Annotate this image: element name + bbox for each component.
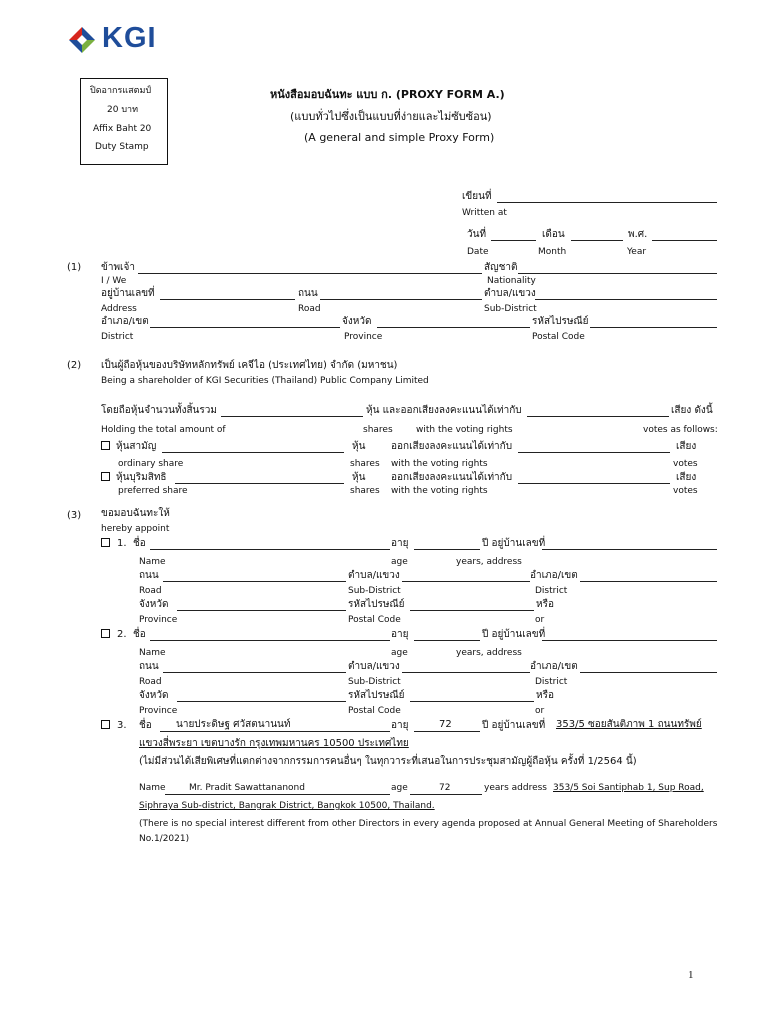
iwe-label-th: ข้าพเจ้า: [101, 262, 135, 273]
appoint-label-en: hereby appoint: [101, 524, 170, 534]
subdistrict-label-en: Sub-District: [484, 304, 537, 314]
month-label-th: เดือน: [542, 229, 565, 240]
preferred-share-label-th: หุ้นบุริมสิทธิ: [116, 472, 167, 483]
proxy-2-or-th: หรือ: [536, 690, 554, 701]
iwe-field[interactable]: [138, 273, 482, 274]
date-field[interactable]: [491, 240, 536, 241]
district-label-en: District: [101, 332, 134, 342]
proxy-2-district-label-en: District: [535, 677, 568, 687]
proxy-3-note-th: (ไม่มีส่วนได้เสียพิเศษที่แตกต่างจากกรรมการคนอื่นๆ ในทุกวาระที่เสนอในการประชุมสามัญผู้ถือหุ้น ครั้งที่ 1/2564 นี้): [139, 756, 637, 767]
ordinary-shares-unit-en: shares: [350, 459, 380, 469]
proxy-2-age-label-th: อายุ: [391, 629, 409, 640]
form-subtitle-en: (A general and simple Proxy Form): [304, 131, 495, 144]
proxy-2-road-label-th: ถนน: [139, 661, 159, 672]
proxy-3-age-label-th: อายุ: [391, 720, 409, 731]
holding-votes-en: votes as follows:: [643, 425, 718, 435]
province-label-th: จังหวัด: [342, 316, 372, 327]
stamp-duty-en: Duty Stamp: [95, 142, 149, 152]
nationality-label-th: สัญชาติ: [484, 262, 518, 273]
proxy-2-postal-label-en: Postal Code: [348, 706, 401, 716]
subdistrict-field[interactable]: [535, 299, 717, 300]
written-at-field[interactable]: [497, 202, 717, 203]
proxy-3-note-en-line2: No.1/2021): [139, 834, 190, 844]
form-subtitle-th: (แบบทั่วไปซึ่งเป็นแบบที่ง่ายและไม่ซับซ้อน): [290, 110, 492, 123]
preferred-share-label-en: preferred share: [118, 486, 188, 496]
total-votes-field[interactable]: [527, 416, 669, 417]
proxy-2-age-label-en: age: [391, 648, 408, 658]
proxy-3-name-underline: [160, 731, 390, 732]
ordinary-shares-field[interactable]: [162, 452, 344, 453]
proxy-2-number: 2.: [117, 629, 127, 640]
year-label-th: พ.ศ.: [628, 229, 648, 240]
district-label-th: อำเภอ/เขต: [101, 316, 149, 327]
proxy-1-road-label-en: Road: [139, 586, 162, 596]
proxy-2-name-label-en: Name: [139, 648, 166, 658]
proxy-1-subdistrict-label-th: ตำบล/แขวง: [348, 570, 400, 581]
proxy-1-province-label-en: Province: [139, 615, 178, 625]
subdistrict-label-th: ตำบล/แขวง: [484, 288, 536, 299]
proxy-1-address-field[interactable]: [542, 549, 717, 550]
proxy-1-name-label-th: ชื่อ: [133, 538, 146, 549]
ordinary-votes-unit-en: votes: [673, 459, 698, 469]
road-label-en: Road: [298, 304, 321, 314]
proxy-3-age-underline: [414, 731, 480, 732]
proxy-2-years-label-th: ปี อยู่บ้านเลขที่: [482, 629, 546, 640]
form-title: หนังสือมอบฉันทะ แบบ ก. (PROXY FORM A.): [270, 88, 505, 101]
proxy-1-district-label-th: อำเภอ/เขต: [530, 570, 578, 581]
proxy-2-district-field[interactable]: [580, 672, 717, 673]
preferred-shares-field[interactable]: [175, 483, 344, 484]
appoint-label-th: ขอมอบฉันทะให้: [101, 508, 170, 519]
nationality-label-en: Nationality: [487, 276, 536, 286]
proxy-3-age-en[interactable]: 72: [439, 783, 451, 793]
proxy-1-subdistrict-label-en: Sub-District: [348, 586, 401, 596]
iwe-label-en: I / We: [101, 276, 127, 286]
ordinary-share-label-en: ordinary share: [118, 459, 184, 469]
proxy-1-district-label-en: District: [535, 586, 568, 596]
proxy-2-or-en: or: [535, 706, 545, 716]
proxy-2-age-field[interactable]: [414, 640, 480, 641]
proxy-2-name-field[interactable]: [150, 640, 390, 641]
proxy-3-name-label-en: Name: [139, 783, 166, 793]
proxy-2-years-label-en: years, address: [456, 648, 522, 658]
date-label-en: Date: [467, 247, 489, 257]
proxy-3-name-en[interactable]: Mr. Pradit Sawattananond: [189, 783, 305, 793]
road-label-th: ถนน: [298, 288, 318, 299]
proxy-3-years-label-th: ปี อยู่บ้านเลขที่: [482, 720, 546, 731]
holding-shares-en: shares: [363, 425, 393, 435]
written-at-label-th: เขียนที่: [462, 191, 492, 202]
kgi-logo: [68, 22, 180, 54]
proxy-1-or-en: or: [535, 615, 545, 625]
year-label-en: Year: [627, 247, 647, 257]
shareholder-text-th: เป็นผู้ถือหุ้นของบริษัทหลักทรัพย์ เคจีไอ (ประเทศไทย) จำกัด (มหาชน): [101, 360, 398, 371]
proxy-3-address-en-line2[interactable]: Siphraya Sub-district, Bangrak District, Bangkok 10500, Thailand.: [139, 801, 435, 811]
proxy-2-subdistrict-label-en: Sub-District: [348, 677, 401, 687]
proxy-1-number: 1.: [117, 538, 127, 549]
proxy-2-checkbox[interactable]: [101, 629, 110, 638]
proxy-3-number: 3.: [117, 720, 127, 731]
proxy-1-name-label-en: Name: [139, 557, 166, 567]
proxy-2-province-field[interactable]: [177, 701, 346, 702]
section-2-number: (2): [67, 360, 82, 371]
road-field[interactable]: [320, 299, 482, 300]
month-field[interactable]: [571, 240, 623, 241]
proxy-2-road-label-en: Road: [139, 677, 162, 687]
holding-label-th: โดยถือหุ้นจำนวนทั้งสิ้นรวม: [101, 405, 217, 416]
proxy-1-years-label-en: years, address: [456, 557, 522, 567]
proxy-1-postal-label-th: รหัสไปรษณีย์: [348, 599, 405, 610]
stamp-box: [80, 78, 168, 165]
proxy-3-address-th[interactable]: 353/5 ซอยสันติภาพ 1 ถนนทรัพย์: [556, 719, 702, 730]
shareholder-text-en: Being a shareholder of KGI Securities (Thailand) Public Company Limited: [101, 376, 429, 386]
province-label-en: Province: [344, 332, 383, 342]
proxy-1-age-label-en: age: [391, 557, 408, 567]
proxy-1-subdistrict-field[interactable]: [402, 581, 530, 582]
proxy-2-address-field[interactable]: [542, 640, 717, 641]
proxy-2-province-label-th: จังหวัด: [139, 690, 169, 701]
preferred-shares-unit-th: หุ้น: [352, 472, 366, 483]
holding-label-en: Holding the total amount of: [101, 425, 226, 435]
stamp-text-en: Affix Baht 20: [93, 124, 152, 134]
preferred-votes-field[interactable]: [518, 483, 670, 484]
preferred-shares-unit-en: shares: [350, 486, 380, 496]
preferred-share-checkbox[interactable]: [101, 472, 110, 481]
page-number: 1: [688, 969, 694, 981]
proxy-1-province-field[interactable]: [177, 610, 346, 611]
proxy-1-years-label-th: ปี อยู่บ้านเลขที่: [482, 538, 546, 549]
proxy-1-province-label-th: จังหวัด: [139, 599, 169, 610]
district-field[interactable]: [150, 327, 340, 328]
proxy-1-or-th: หรือ: [536, 599, 554, 610]
preferred-vote-label-th: ออกเสียงลงคะแนนได้เท่ากับ: [391, 472, 513, 483]
proxy-3-age-en-underline: [410, 794, 482, 795]
proxy-3-checkbox[interactable]: [101, 720, 110, 729]
written-at-label-en: Written at: [462, 208, 507, 218]
nationality-field[interactable]: [518, 273, 717, 274]
proxy-1-road-label-th: ถนน: [139, 570, 159, 581]
address-label-th: อยู่บ้านเลขที่: [101, 288, 155, 299]
ordinary-share-checkbox[interactable]: [101, 441, 110, 450]
proxy-2-district-label-th: อำเภอ/เขต: [530, 661, 578, 672]
preferred-votes-unit-en: votes: [673, 486, 698, 496]
preferred-vote-label-en: with the voting rights: [391, 486, 488, 496]
holding-end-th: เสียง ดังนี้: [671, 405, 713, 416]
holding-mid-th: หุ้น และออกเสียงลงคะแนนได้เท่ากับ: [366, 405, 522, 416]
month-label-en: Month: [538, 247, 567, 257]
proxy-2-subdistrict-field[interactable]: [402, 672, 530, 673]
proxy-1-road-field[interactable]: [163, 581, 346, 582]
proxy-1-postal-label-en: Postal Code: [348, 615, 401, 625]
proxy-1-age-label-th: อายุ: [391, 538, 409, 549]
ordinary-vote-label-th: ออกเสียงลงคะแนนได้เท่ากับ: [391, 441, 513, 452]
total-shares-field[interactable]: [221, 416, 363, 417]
address-label-en: Address: [101, 304, 137, 314]
stamp-text-th: ปิดอากรแสตมป์: [90, 86, 152, 96]
holding-voting-en: with the voting rights: [416, 425, 513, 435]
proxy-1-checkbox[interactable]: [101, 538, 110, 547]
proxy-2-subdistrict-label-th: ตำบล/แขวง: [348, 661, 400, 672]
ordinary-share-label-th: หุ้นสามัญ: [116, 441, 157, 452]
preferred-votes-unit-th: เสียง: [676, 472, 697, 483]
proxy-3-age-label-en: age: [391, 783, 408, 793]
proxy-3-name-en-underline: [165, 794, 390, 795]
postal-label-en: Postal Code: [532, 332, 585, 342]
proxy-1-age-field[interactable]: [414, 549, 480, 550]
address-field[interactable]: [160, 299, 295, 300]
proxy-2-postal-label-th: รหัสไปรษณีย์: [348, 690, 405, 701]
date-label-th: วันที่: [467, 229, 487, 240]
proxy-2-postal-field[interactable]: [410, 701, 534, 702]
ordinary-shares-unit-th: หุ้น: [352, 441, 366, 452]
ordinary-votes-field[interactable]: [518, 452, 670, 453]
proxy-1-name-field[interactable]: [150, 549, 390, 550]
stamp-amount-th: 20 บาท: [107, 105, 139, 115]
kgi-logo-text: KGI: [102, 22, 157, 54]
province-field[interactable]: [377, 327, 530, 328]
proxy-2-name-label-th: ชื่อ: [133, 629, 146, 640]
proxy-2-province-label-en: Province: [139, 706, 178, 716]
section-1-number: (1): [67, 262, 82, 273]
proxy-2-road-field[interactable]: [163, 672, 346, 673]
proxy-3-name-th[interactable]: นายประดิษฐ ศวัสตนานนท์: [176, 719, 291, 730]
proxy-1-postal-field[interactable]: [410, 610, 534, 611]
proxy-3-address-th-line2[interactable]: แขวงสี่พระยา เขตบางรัก กรุงเทพมหานคร 10500 ประเทศไทย: [139, 738, 409, 749]
proxy-3-note-en: (There is no special interest different from other Directors in every agenda proposed at Annual General Meeting of Shareholders: [139, 819, 718, 829]
postal-label-th: รหัสไปรษณีย์: [532, 316, 589, 327]
proxy-3-years-label-en: years address: [484, 783, 547, 793]
proxy-3-name-label-th: ชื่อ: [139, 720, 152, 731]
year-field[interactable]: [652, 240, 717, 241]
postal-field[interactable]: [590, 327, 717, 328]
ordinary-votes-unit-th: เสียง: [676, 441, 697, 452]
section-3-number: (3): [67, 510, 82, 521]
proxy-1-district-field[interactable]: [580, 581, 717, 582]
ordinary-vote-label-en: with the voting rights: [391, 459, 488, 469]
proxy-3-age[interactable]: 72: [439, 719, 452, 730]
proxy-3-address-en[interactable]: 353/5 Soi Santiphab 1, Sup Road,: [553, 783, 704, 793]
